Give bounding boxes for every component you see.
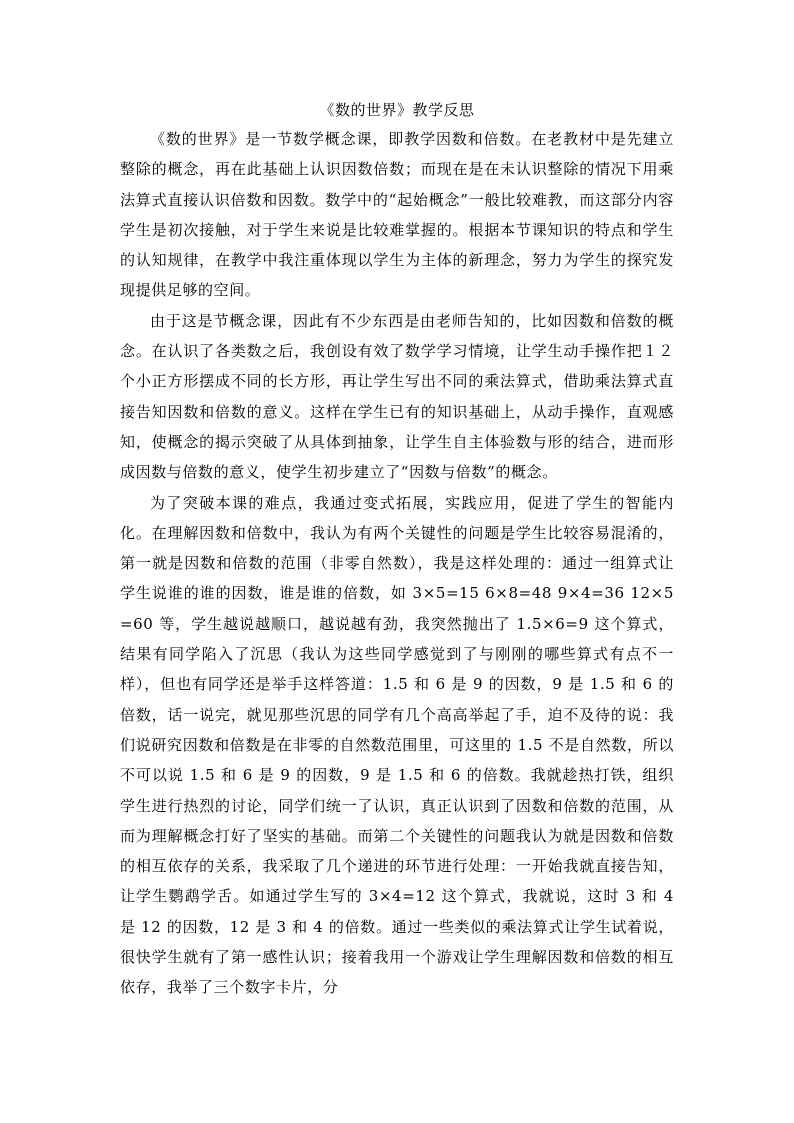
document-body [120, 124, 674, 1003]
paragraph: 《数的世界》是一节数学概念课，即教学因数和倍数。在老教材中是先建立整除的概念，再在此基础上认识因数倍数；而现在是在未认识整除的情况下用乘法算式直接认识倍数和因数。数学中的“起始概念”一般比较难教，而这部分内容学生是初次接触，对于学生来说是比较难掌握的。根据本节课知识的特点和学生的认知规律，在教学中我注重体现以学生为主体的新理念，努力为学生的探究发现提供足够的空间。 [120, 130, 674, 300]
document-title: 《数的世界》教学反思 [319, 101, 475, 119]
paragraph: 由于这是节概念课，因此有不少东西是由老师告知的，比如因数和倍数的概念。在认识了各类数之后，我创设有效了数学学习情境，让学生动手操作把１２个小正方形摆成不同的长方形，再让学生写出不同的乘法算式，借助乘法算式直接告知因数和倍数的意义。这样在学生已有的知识基础上，从动手操作，直观感知，使概念的揭示突破了从具体到抽象，让学生自主体验数与形的结合，进而形成因数与倍数的意义，使学生初步建立了“因数与倍数”的概念。 [120, 311, 674, 482]
paragraph: 为了突破本课的难点，我通过变式拓展，实践应用，促进了学生的智能内化。在理解因数和倍数中，我认为有两个关键性的问题是学生比较容易混淆的，第一就是因数和倍数的范围（非零自然数），我是这样处理的：通过一组算式让学生说谁的谁的因数，谁是谁的倍数，如 3×5=15 6×8=48 9×4=36 12×5=60 等，学生越说越顺口，越说越有劲，我突然抛出了 1.5×6=9 这个算式，结果有同学陷入了沉思（我认为这些同学感觉到了与刚刚的哪些算式有点不一样），但也有同学还是举手这样答道：1.5 和 6 是 9 的因数，9 是 1.5 和 6 的倍数，话一说完，就见那些沉思的同学有几个高高举起了手，迫不及待的说：我们说研究因数和倍数是在非零的自然数范围里，可这里的 1.5 不是自然数，所以不可以说 1.5 和 6 是 9 的因数，9 是 1.5 和 6 的倍数。我就趁热打铁，组织学生进行热烈的讨论，同学们统一了认识，真正认识到了因数和倍数的范围，从而为理解概念打好了坚实的基础。而第二个关键性的问题我认为就是因数和倍数的相互依存的关系，我采取了几个递进的环节进行处理：一开始我就直接告知，让学生鹦鹉学舌。如通过学生写的 3×4=12 这个算式，我就说，这时 3 和 4 是 12 的因数，12 是 3 和 4 的倍数。通过一些类似的乘法算式让学生试着说，很快学生就有了第一感性认识；接着我用一个游戏让学生理解因数和倍数的相互依存，我举了三个数字卡片，分 [120, 493, 674, 997]
